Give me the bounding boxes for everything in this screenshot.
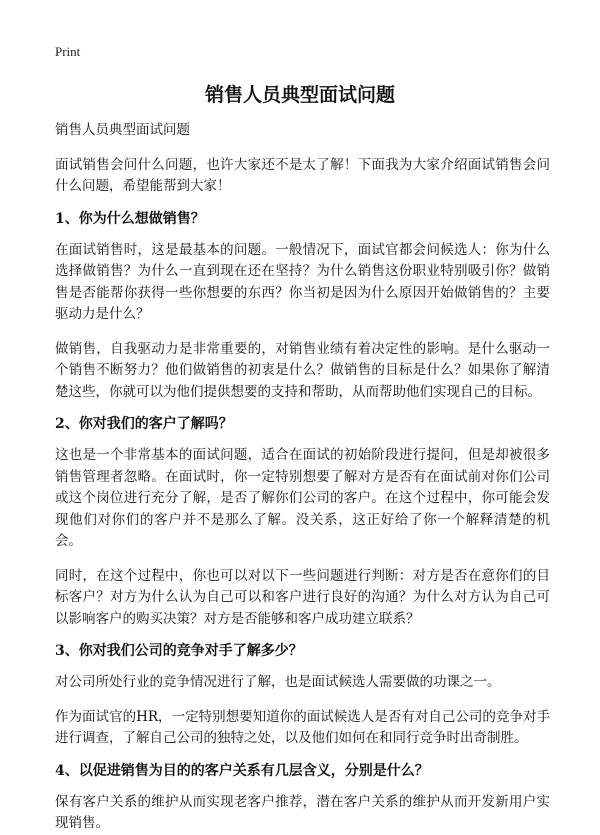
section-3-paragraph-1: 对公司所处行业的竞争情况进行了解，也是面试候选人需要做的功课之一。 xyxy=(55,674,501,690)
article-body xyxy=(55,120,550,835)
intro-paragraph: 面试销售会问什么问题，也许大家还不是太了解！下面我为大家介绍面试销售会问什么问题，希望能帮到大家！ xyxy=(55,156,550,194)
section-4-paragraph-1: 保有客户关系的维护从而实现老客户推荐，潜在客户关系的维护从而开发新用户实现销售。 xyxy=(55,793,550,831)
section-1-heading: 1、你为什么想做销售？ xyxy=(55,210,205,227)
section-1-paragraph-1: 在面试销售时，这是最基本的问题。一般情况下，面试官都会问候选人：你为什么选择做销售？为什么一直到现在还在坚持？为什么销售这份职业特别吸引你？做销售是否能帮你获得一些你想要的东西？你当初是因为什么原因开始做销售的？主要驱动力是什么？ xyxy=(55,241,550,322)
section-1-paragraph-2: 做销售，自我驱动力是非常重要的，对销售业绩有着决定性的影响。是什么驱动一个销售不断努力？他们做销售的初衷是什么？做销售的目标是什么？如果你了解清楚这些，你就可以为他们提供想要的支持和帮助，从而帮助他们实现自己的目标。 xyxy=(55,340,550,400)
section-2-paragraph-2: 同时，在这个过程中，你也可以对以下一些问题进行判断：对方是否在意你们的目标客户？对方为什么认为自己可以和客户进行良好的沟通？为什么对方认为自己可以影响客户的购买决策？对方是否能够和客户成功建立联系？ xyxy=(55,567,550,627)
print-link[interactable]: Print xyxy=(55,44,81,59)
section-4-heading: 4、以促进销售为目的的客户关系有几层含义，分别是什么？ xyxy=(55,762,429,779)
page-title: 销售人员典型面试问题 xyxy=(204,84,395,106)
article-subtitle: 销售人员典型面试问题 xyxy=(55,122,190,138)
section-3-heading: 3、你对我们公司的竞争对手了解多少？ xyxy=(55,643,303,659)
section-2-paragraph-1: 这也是一个非常基本的面试问题，适合在面试的初始阶段进行提问，但是却被很多销售管理者忽略。在面试时，你一定特别想要了解对方是否有在面试前对你们公司或这个岗位进行充分了解，是否了解你们公司的客户。在这个过程中，你可能会发现他们对你们的客户并不是那么了解。没关系，这正好给了你一个解释清楚的机会。 xyxy=(55,447,550,549)
section-2-heading: 2、你对我们的客户了解吗？ xyxy=(55,416,233,432)
section-3-paragraph-2: 作为面试官的HR，一定特别想要知道你的面试候选人是否有对自己公司的竞争对手进行调查，了解自己公司的独特之处，以及他们如何在和同行竞争时出奇制胜。 xyxy=(55,708,550,746)
